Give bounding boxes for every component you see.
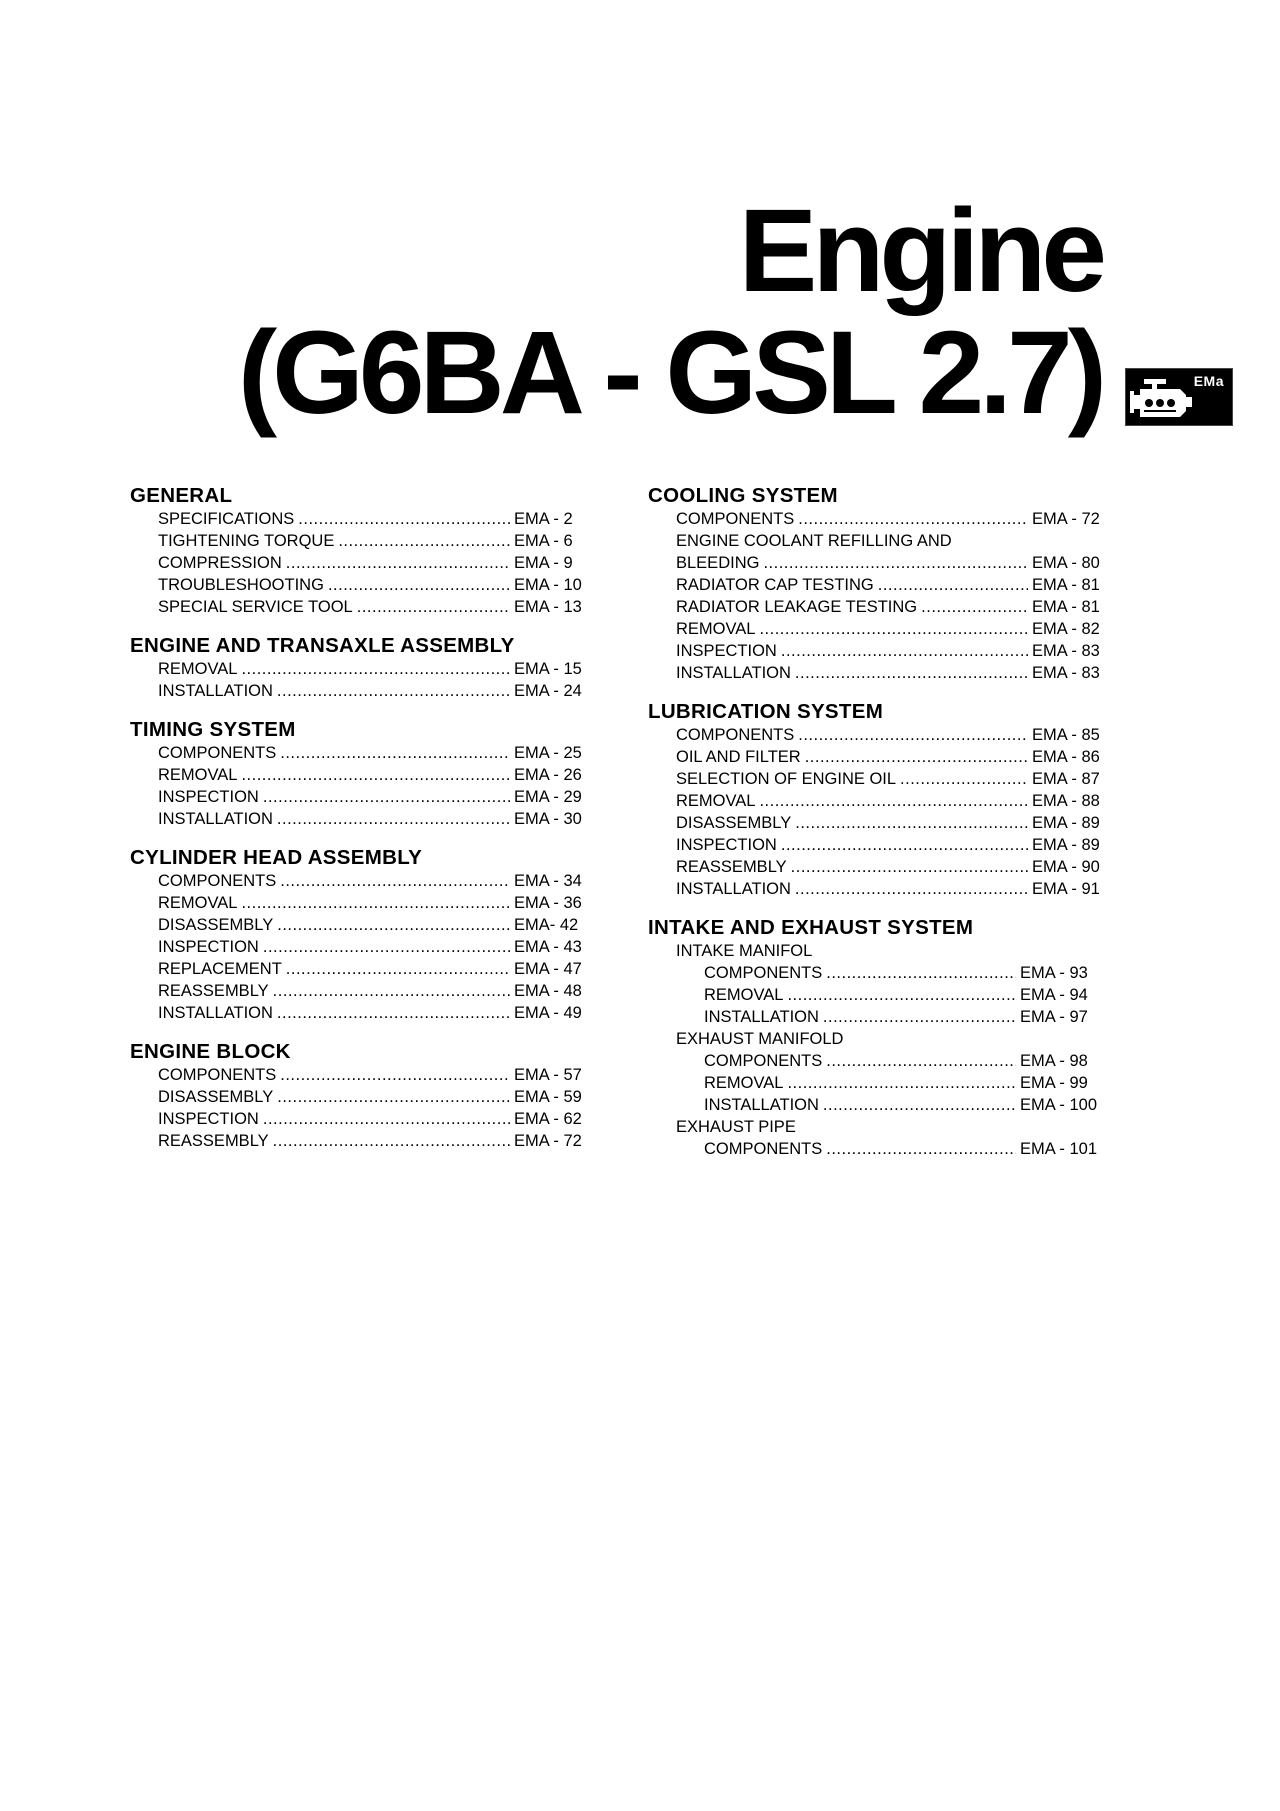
toc-entry-title: OIL AND FILTER [676,748,801,766]
toc-entry-page: EMA - 88 [1032,792,1100,810]
toc-entry[interactable] [648,574,1108,596]
toc-entry[interactable] [130,1086,590,1108]
toc-section-cylinder-head-assembly [130,846,590,1024]
dot-leader [798,724,1028,746]
toc-subheading: INTAKE MANIFOL [676,942,813,960]
dot-leader [823,1094,1016,1116]
dot-leader [277,1086,510,1108]
section-heading: INTAKE AND EXHAUST SYSTEM [648,916,974,939]
toc-entry[interactable] [648,768,1108,790]
toc-entry[interactable] [130,574,590,596]
dot-leader [787,984,1016,1006]
toc-entry[interactable] [130,980,590,1002]
toc-entry-page: EMA - 87 [1032,770,1100,788]
dot-leader [900,768,1028,790]
toc-entry-title: DISASSEMBLY [158,1088,274,1106]
dot-leader [798,508,1028,530]
toc-entry-page: EMA - 29 [514,788,582,806]
toc-entry[interactable] [130,786,590,808]
toc-entry-title: REMOVAL [704,986,784,1004]
toc-entry-title: INSTALLATION [704,1096,819,1114]
toc-entry[interactable] [648,640,1108,662]
engine-icon [1130,377,1194,421]
toc-entry[interactable] [130,958,590,980]
toc-subheading: ENGINE COOLANT REFILLING AND [676,532,952,550]
toc-entry-title: INSTALLATION [676,664,791,682]
toc-entry-title: INSPECTION [158,938,259,956]
section-heading: LUBRICATION SYSTEM [648,700,884,723]
toc-entry[interactable] [130,1130,590,1152]
toc-entry-page: EMA - 91 [1032,880,1100,898]
toc-entry-title: INSPECTION [676,836,777,854]
dot-leader [826,1138,1016,1160]
toc-entry[interactable] [130,530,590,552]
section-heading: ENGINE BLOCK [130,1040,291,1063]
toc-entry-page: EMA - 93 [1020,964,1088,982]
toc-entry-title: INSPECTION [158,788,259,806]
toc-entry-title: SPECIAL SERVICE TOOL [158,598,353,616]
toc-entry-title: REMOVAL [704,1074,784,1092]
section-badge [1125,368,1233,426]
toc-entry-title: COMPONENTS [676,726,795,744]
dot-leader [263,786,510,808]
toc-entry[interactable] [648,596,1108,618]
toc-section-engine-block [130,1040,590,1152]
toc-entry-page: EMA - 62 [514,1110,582,1128]
dot-leader [277,914,510,936]
toc-entry[interactable] [648,1138,1108,1160]
toc-entry-title: SELECTION OF ENGINE OIL [676,770,897,788]
dot-leader [286,552,510,574]
section-heading: ENGINE AND TRANSAXLE ASSEMBLY [130,634,515,657]
toc-entry[interactable] [130,936,590,958]
dot-leader [759,618,1028,640]
toc-entry[interactable] [130,914,590,936]
toc-entry-title: COMPRESSION [158,554,282,572]
toc-entry[interactable] [648,1094,1108,1116]
toc-entry-page: EMA - 89 [1032,836,1100,854]
toc-entry[interactable] [648,662,1108,684]
dot-leader [805,746,1028,768]
toc-entry-title: REASSEMBLY [158,982,269,1000]
toc-entry-page: EMA - 9 [514,554,573,572]
toc-entry[interactable] [648,618,1108,640]
toc-entry-page: EMA - 34 [514,872,582,890]
toc-entry[interactable] [648,1006,1108,1028]
toc-entry-title: COMPONENTS [704,964,823,982]
toc-entry-page: EMA - 86 [1032,748,1100,766]
toc-entry-page: EMA - 49 [514,1004,582,1022]
toc-entry-page: EMA - 30 [514,810,582,828]
toc-entry-page: EMA - 89 [1032,814,1100,832]
toc-entry-title: COMPONENTS [704,1140,823,1158]
dot-leader [781,640,1028,662]
toc-entry-title: INSTALLATION [676,880,791,898]
toc-entry[interactable] [130,552,590,574]
dot-leader [795,878,1028,900]
toc-entry-page: EMA - 25 [514,744,582,762]
dot-leader [795,812,1028,834]
toc-entry[interactable] [130,870,590,892]
toc-entry-title: REASSEMBLY [158,1132,269,1150]
toc-entry-title: SPECIFICATIONS [158,510,295,528]
toc-entry[interactable] [648,834,1108,856]
toc-entry-page: EMA - 85 [1032,726,1100,744]
toc-entry-page: EMA - 83 [1032,642,1100,660]
dot-leader [781,834,1028,856]
dot-leader [759,790,1028,812]
toc-subheading: EXHAUST MANIFOLD [676,1030,844,1048]
toc-entry-title: REMOVAL [676,620,756,638]
dot-leader [241,892,510,914]
title-line-2: (G6BA - GSL 2.7) [237,307,1102,439]
dot-leader [338,530,510,552]
toc-entry-page: EMA - 57 [514,1066,582,1084]
dot-leader [795,662,1028,684]
toc-entry-page: EMA - 36 [514,894,582,912]
toc-entry[interactable] [130,596,590,618]
toc-entry-title: TIGHTENING TORQUE [158,532,335,550]
toc-section-lubrication-system [648,700,1108,900]
toc-entry-page: EMA - 83 [1032,664,1100,682]
toc-entry-page: EMA - 47 [514,960,582,978]
toc-entry-page: EMA - 48 [514,982,582,1000]
toc-entry-title: INSTALLATION [704,1008,819,1026]
toc-entry-title: REPLACEMENT [158,960,282,978]
toc-entry-page: EMA - 80 [1032,554,1100,572]
dot-leader [298,508,510,530]
toc-entry-page: EMA - 6 [514,532,573,550]
toc-section-intake-and-exhaust-system [648,916,1108,1160]
dot-leader [273,980,510,1002]
dot-leader [826,962,1016,984]
toc-entry[interactable] [130,680,590,702]
toc-entry-page: EMA - 94 [1020,986,1088,1004]
toc-entry[interactable] [130,658,590,680]
toc-entry[interactable] [130,1064,590,1086]
dot-leader [263,936,510,958]
toc-entry[interactable] [130,1002,590,1024]
toc-subheading: EXHAUST PIPE [676,1118,796,1136]
dot-leader [277,680,510,702]
toc-entry[interactable] [130,508,590,530]
toc-section-general [130,484,590,618]
toc-entry-page: EMA - 72 [1032,510,1100,528]
dot-leader [277,808,510,830]
toc-entry[interactable] [648,746,1108,768]
dot-leader [787,1072,1016,1094]
toc-entry-page: EMA - 97 [1020,1008,1088,1026]
toc-entry-title: INSPECTION [676,642,777,660]
toc-entry-title: COMPONENTS [158,872,277,890]
dot-leader [280,742,510,764]
toc-entry-title: REMOVAL [158,894,238,912]
toc-entry[interactable] [648,856,1108,878]
toc-section-cooling-system [648,484,1108,684]
toc-entry-title: INSTALLATION [158,810,273,828]
toc-entry-title: COMPONENTS [676,510,795,528]
toc-entry[interactable] [130,808,590,830]
toc-section-engine-and-transaxle-assembly [130,634,590,702]
toc-entry-page: EMA - 13 [514,598,582,616]
toc-entry-page: EMA - 82 [1032,620,1100,638]
dot-leader [241,764,510,786]
toc-entry-page: EMA - 101 [1020,1140,1098,1158]
toc-entry-page: EMA - 98 [1020,1052,1088,1070]
toc-entry-page: EMA - 43 [514,938,582,956]
dot-leader [823,1006,1016,1028]
dot-leader [277,1002,510,1024]
toc-entry-title: BLEEDING [676,554,760,572]
toc-entry[interactable] [648,1050,1108,1072]
page-title [237,185,1102,439]
toc-entry-title: COMPONENTS [704,1052,823,1070]
dot-leader [878,574,1028,596]
toc-entry[interactable] [648,552,1108,574]
toc-entry-page: EMA - 15 [514,660,582,678]
toc-entry-title: DISASSEMBLY [676,814,792,832]
dot-leader [286,958,510,980]
toc-entry-page: EMA - 81 [1032,598,1100,616]
toc-entry-page: EMA - 99 [1020,1074,1088,1092]
toc-entry-page: EMA - 2 [514,510,573,528]
toc-entry[interactable] [648,1072,1108,1094]
toc-entry-page: EMA - 59 [514,1088,582,1106]
toc-entry-page: EMA - 26 [514,766,582,784]
toc-entry-page: EMA - 24 [514,682,582,700]
toc-entry-title: REMOVAL [676,792,756,810]
toc-entry[interactable] [648,790,1108,812]
title-line-1: Engine [738,185,1102,317]
dot-leader [280,1064,510,1086]
toc-entry-page: EMA - 100 [1020,1096,1098,1114]
section-heading: COOLING SYSTEM [648,484,838,507]
dot-leader [263,1108,510,1130]
section-heading: GENERAL [130,484,233,507]
toc-entry[interactable] [648,508,1108,530]
toc-entry-title: REMOVAL [158,766,238,784]
dot-leader [791,856,1028,878]
toc-entry[interactable] [648,984,1108,1006]
toc-entry-title: COMPONENTS [158,1066,277,1084]
toc-entry-title: INSPECTION [158,1110,259,1128]
dot-leader [763,552,1028,574]
toc-entry[interactable] [130,742,590,764]
dot-leader [357,596,510,618]
toc-entry-title: COMPONENTS [158,744,277,762]
toc-entry-title: REASSEMBLY [676,858,787,876]
toc-entry[interactable] [648,962,1108,984]
toc-entry-title: DISASSEMBLY [158,916,274,934]
toc-entry[interactable] [130,764,590,786]
dot-leader [280,870,510,892]
toc-entry[interactable] [648,812,1108,834]
toc-entry[interactable] [648,878,1108,900]
toc-section-timing-system [130,718,590,830]
dot-leader [241,658,510,680]
toc-entry-page: EMA - 10 [514,576,582,594]
toc-right-column [648,484,1108,1176]
toc-entry-title: TROUBLESHOOTING [158,576,324,594]
section-heading: TIMING SYSTEM [130,718,296,741]
dot-leader [826,1050,1016,1072]
toc-entry-title: RADIATOR CAP TESTING [676,576,874,594]
toc-entry-title: REMOVAL [158,660,238,678]
toc-entry-title: RADIATOR LEAKAGE TESTING [676,598,918,616]
toc-entry[interactable] [130,892,590,914]
toc-entry[interactable] [648,724,1108,746]
toc-left-column [130,484,590,1168]
dot-leader [921,596,1028,618]
toc-entry-title: INSTALLATION [158,682,273,700]
dot-leader [273,1130,510,1152]
toc-entry-page: EMA - 81 [1032,576,1100,594]
toc-entry-page: EMA- 42 [514,916,579,934]
badge-label: EMa [1193,373,1224,389]
toc-entry-title: INSTALLATION [158,1004,273,1022]
dot-leader [328,574,510,596]
section-heading: CYLINDER HEAD ASSEMBLY [130,846,423,869]
toc-entry[interactable] [130,1108,590,1130]
toc-entry-page: EMA - 72 [514,1132,582,1150]
toc-entry-page: EMA - 90 [1032,858,1100,876]
